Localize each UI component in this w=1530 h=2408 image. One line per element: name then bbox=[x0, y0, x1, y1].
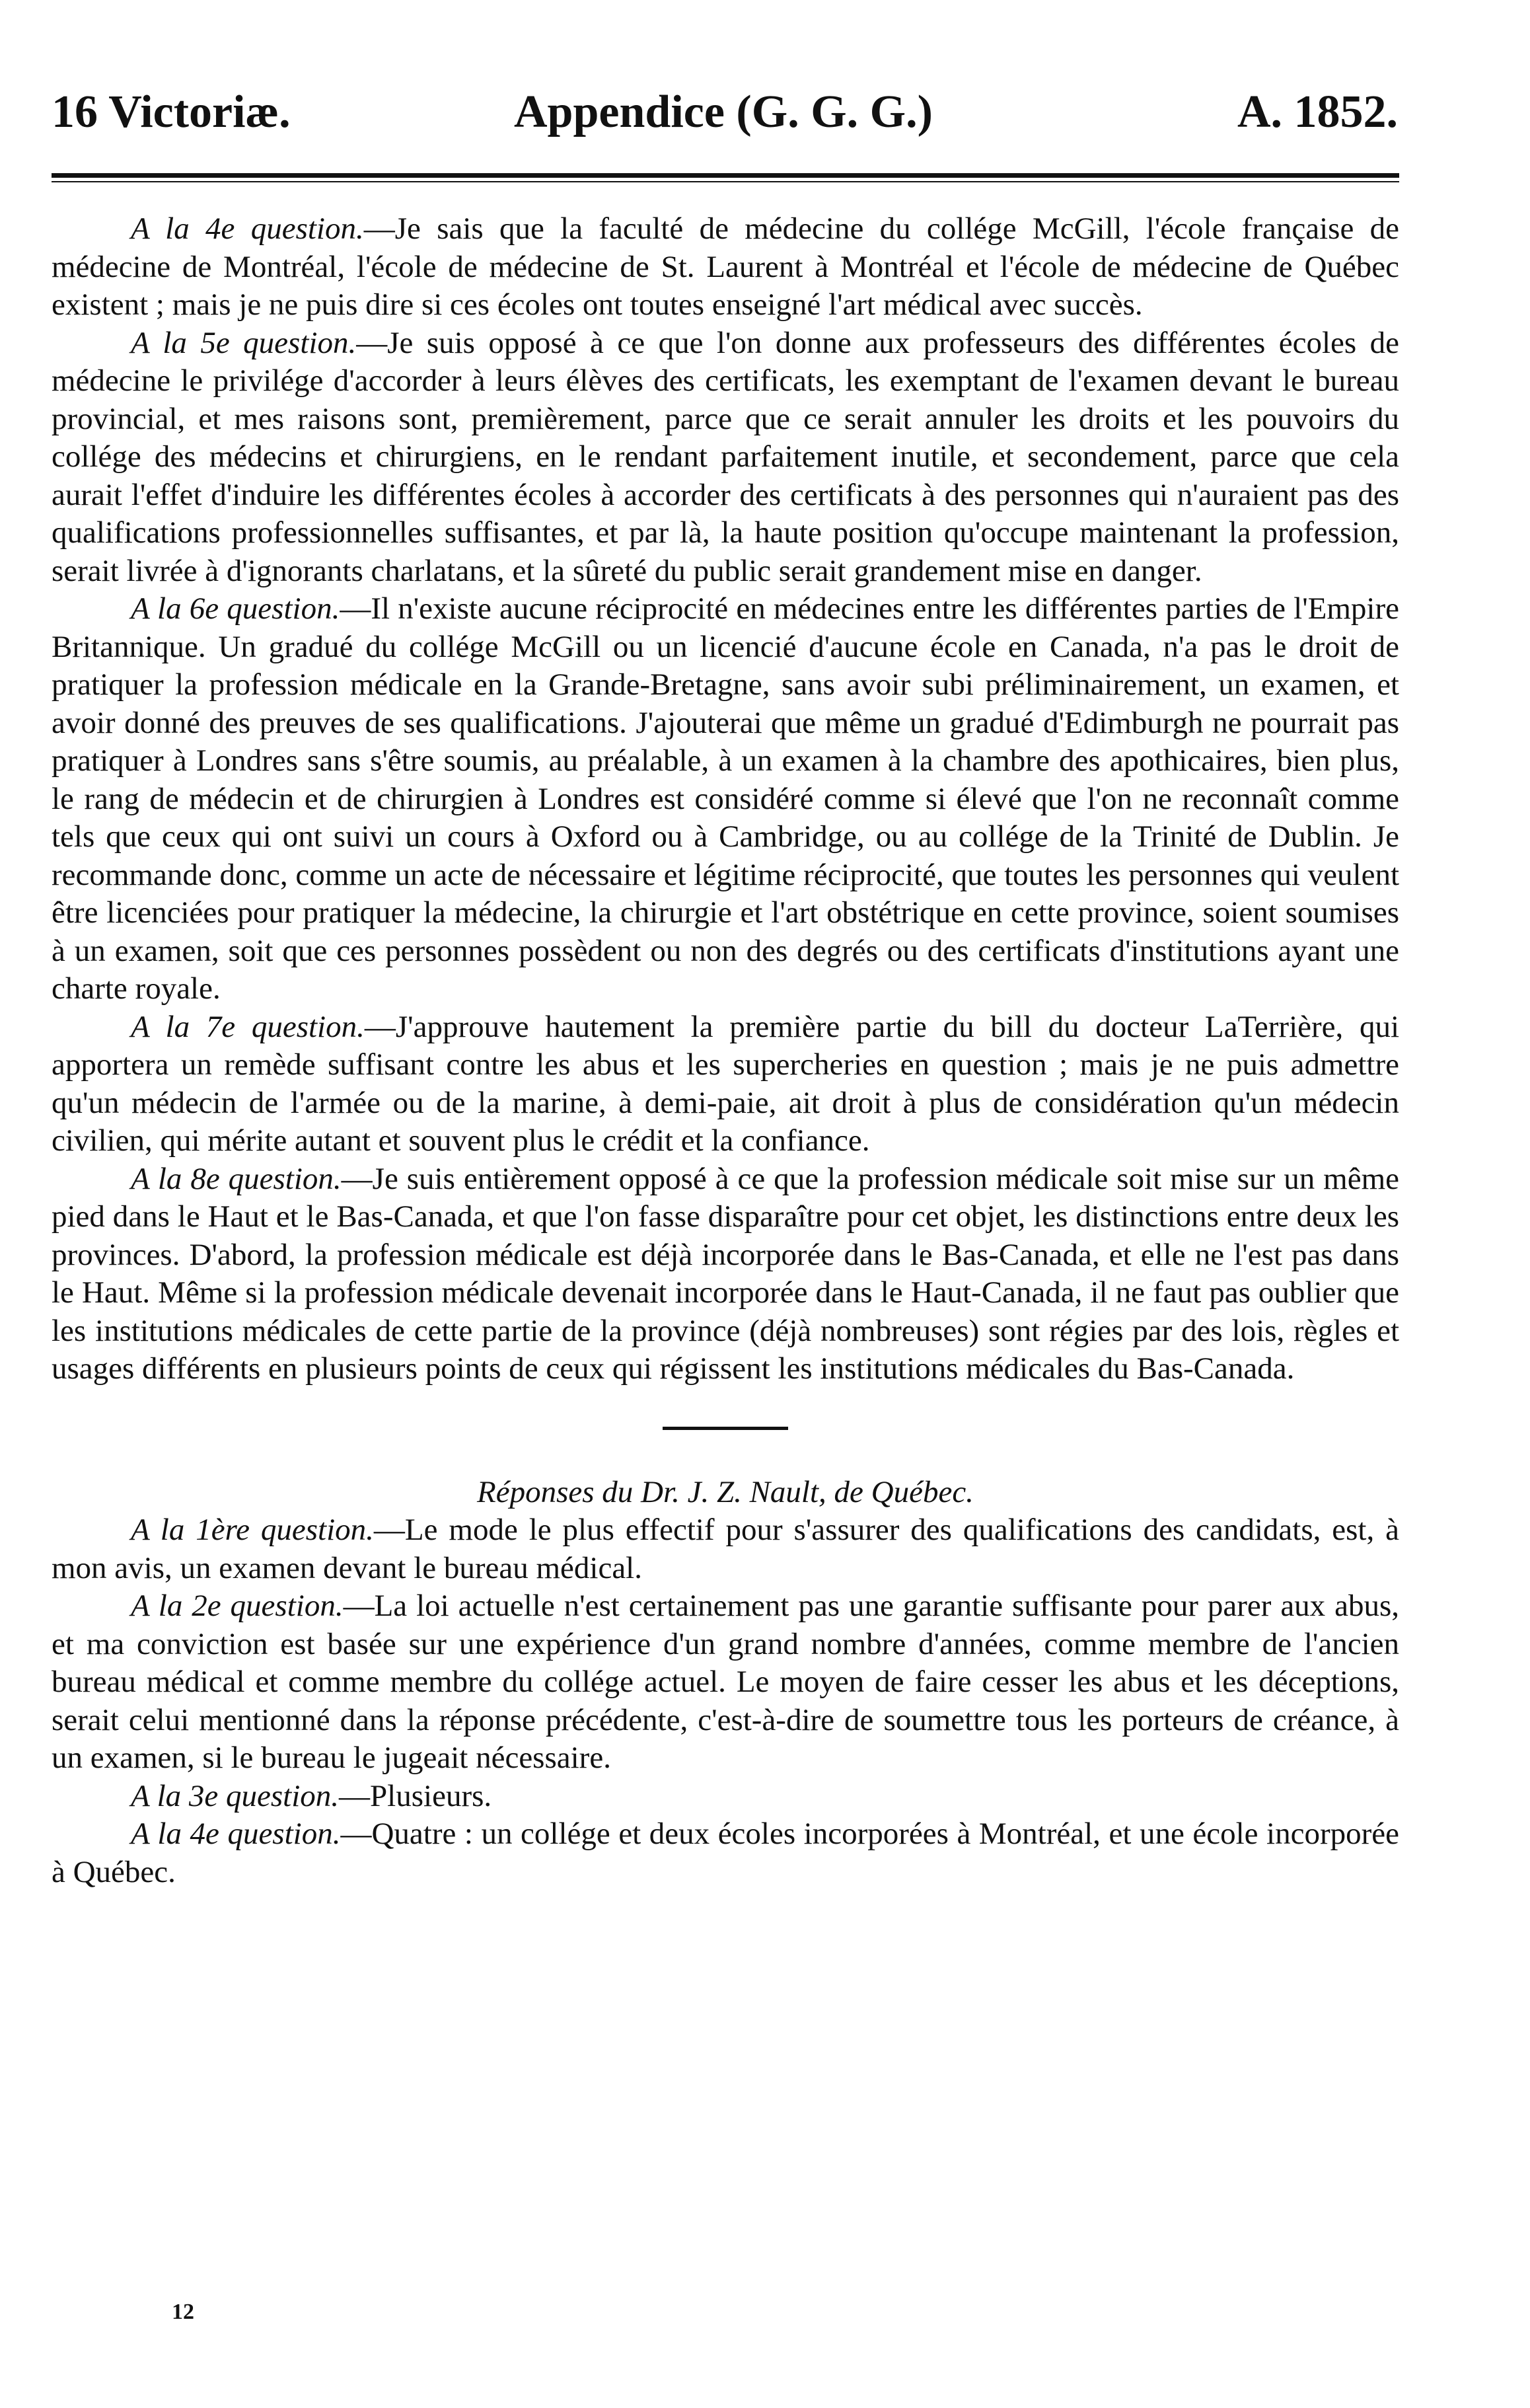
section-title: Réponses du Dr. J. Z. Nault, de Québec. bbox=[477, 1474, 974, 1509]
answer-text: —J'approuve hautement la première partie du bill du docteur LaTerrière, qui apportera un remède suffisant contre les abus et les supercheries en question ; mais je ne puis admettre qu'un médecin de l'armée ou de la marine, à demi-paie, ait droit à plus de considération qu'un médecin civilien, qui mérite autant et souvent plus le crédit et la confiance. bbox=[52, 1009, 1400, 1158]
answer-text: —Quatre : un collége et deux écoles incorporées à Montréal, et une école incorporée à Québec. bbox=[52, 1817, 1399, 1889]
body-text bbox=[52, 210, 1399, 1891]
answer-text: —Il n'existe aucune réciprocité en médecines entre les différentes parties de l'Empire Britannique. Un gradué du collége McGill ou un licencié d'aucune école en Canada, n'a pas le droit de pratiquer la profession médicale en la Grande-Bretagne, sans avoir subi préliminairement, un examen, et avoir donné des preuves de ses qualifications. J'ajouterai que même un gradué d'Edimburgh ne pourrait pas pratiquer à Londres sans s'être soumis, au préalable, à un examen à la chambre des apothicaires, bien plus, le rang de médecin et de chirurgien à Londres est considéré comme si élevé que l'on ne reconnaît comme tels que ceux qui ont suivi un cours à Oxford ou à Cambridge, ou au collége de la Trinité de Dublin. Je recommande donc, comme un acte de nécessaire et légitime réciprocité, que toutes les personnes qui veulent être licenciées pour pratiquer la médecine, la chirurgie et l'art obstétrique en cette province, soient soumises à un examen, soit que ces personnes possèdent ou non des degrés ou des certificats d'institutions ayant une charte royale. bbox=[52, 591, 1400, 1006]
answer-text: —La loi actuelle n'est certainement pas une garantie suffisante pour parer aux abus, et ma conviction est basée sur une expérience d'un grand nombre d'années, comme membre de l'ancien bureau médical et comme membre du collége actuel. Le moyen de faire cesser les abus et les déceptions, serait celui mentionné dans la réponse précédente, c'est-à-dire de soumettre tous les porteurs de créance, à un examen, si le bureau le jugeait nécessaire. bbox=[52, 1589, 1400, 1775]
section-separator bbox=[663, 1427, 788, 1430]
header-rule-thin bbox=[52, 181, 1399, 182]
question-label: A la 4e question. bbox=[131, 211, 364, 246]
question-label: A la 2e question. bbox=[131, 1589, 344, 1623]
question-label: A la 6e question. bbox=[131, 591, 340, 626]
header-rule-thick bbox=[52, 173, 1399, 178]
answer-paragraph bbox=[52, 1778, 1399, 1816]
question-label: A la 8e question. bbox=[131, 1161, 342, 1196]
header-volume: 16 Victoriæ. bbox=[52, 87, 291, 137]
question-label: A la 5e question. bbox=[131, 325, 357, 360]
answer-paragraph bbox=[52, 590, 1399, 1008]
answer-text: —Je sais que la faculté de médecine du collége McGill, l'école française de médecine de Montréal, l'école de médecine de St. Laurent à Montréal et l'école de médecine de Québec existent ; mais je ne puis dire si ces écoles ont toutes enseigné l'art médical avec succès. bbox=[52, 211, 1399, 322]
answer-paragraph bbox=[52, 1160, 1399, 1388]
answer-paragraph bbox=[52, 1008, 1399, 1160]
answer-paragraph bbox=[52, 324, 1399, 591]
answer-paragraph bbox=[52, 210, 1399, 324]
question-label: A la 7e question. bbox=[131, 1009, 365, 1044]
running-header bbox=[52, 86, 1398, 152]
header-year: A. 1852. bbox=[1237, 87, 1398, 137]
question-label: A la 1ère question. bbox=[131, 1513, 374, 1547]
answer-paragraph bbox=[52, 1511, 1399, 1587]
header-appendix: Appendice (G. G. G.) bbox=[514, 87, 933, 137]
answer-text: —Plusieurs. bbox=[339, 1778, 492, 1813]
answer-text: —Le mode le plus effectif pour s'assurer des qualifications des candidats, est, à mon avis, un examen devant le bureau médical. bbox=[52, 1513, 1399, 1585]
answer-paragraph bbox=[52, 1815, 1399, 1891]
answer-paragraph bbox=[52, 1587, 1399, 1778]
question-label: A la 3e question. bbox=[131, 1778, 340, 1813]
answer-text: —Je suis entièrement opposé à ce que la profession médicale soit mise sur un même pied dans le Haut et le Bas-Canada, et que l'on fasse disparaître pour cet objet, les distinctions entre deux les provinces. D'abord, la profession médicale est déjà incorporée dans le Bas-Canada, et elle ne l'est pas dans le Haut. Même si la profession médicale devenait incorporée dans le Haut-Canada, il ne faut pas oublier que les institutions médicales de cette partie de la province (déjà nombreuses) sont régies par des lois, règles et usages différents en plusieurs points de ceux qui régissent les institutions médicales du Bas-Canada. bbox=[52, 1161, 1399, 1386]
answer-text: —Je suis opposé à ce que l'on donne aux professeurs des différentes écoles de médecine le privilége d'accorder à leurs élèves des certificats, les exemptant de l'examen devant le bureau provincial, et mes raisons sont, premièrement, parce que ce serait annuler les droits et les pouvoirs du collége des médecins et chirurgiens, en le rendant parfaitement inutile, et secondement, parce que cela aurait l'effet d'induire les différentes écoles à accorder des certificats à des personnes qui n'auraient pas des qualifications professionnelles suffisantes, et par là, la haute position qu'occupe maintenant la profession, serait livrée à d'ignorants charlatans, et la sûreté du public serait grandement mise en danger. bbox=[52, 325, 1400, 588]
question-label: A la 4e question. bbox=[131, 1817, 341, 1851]
page-folio: 12 bbox=[172, 2300, 194, 2324]
